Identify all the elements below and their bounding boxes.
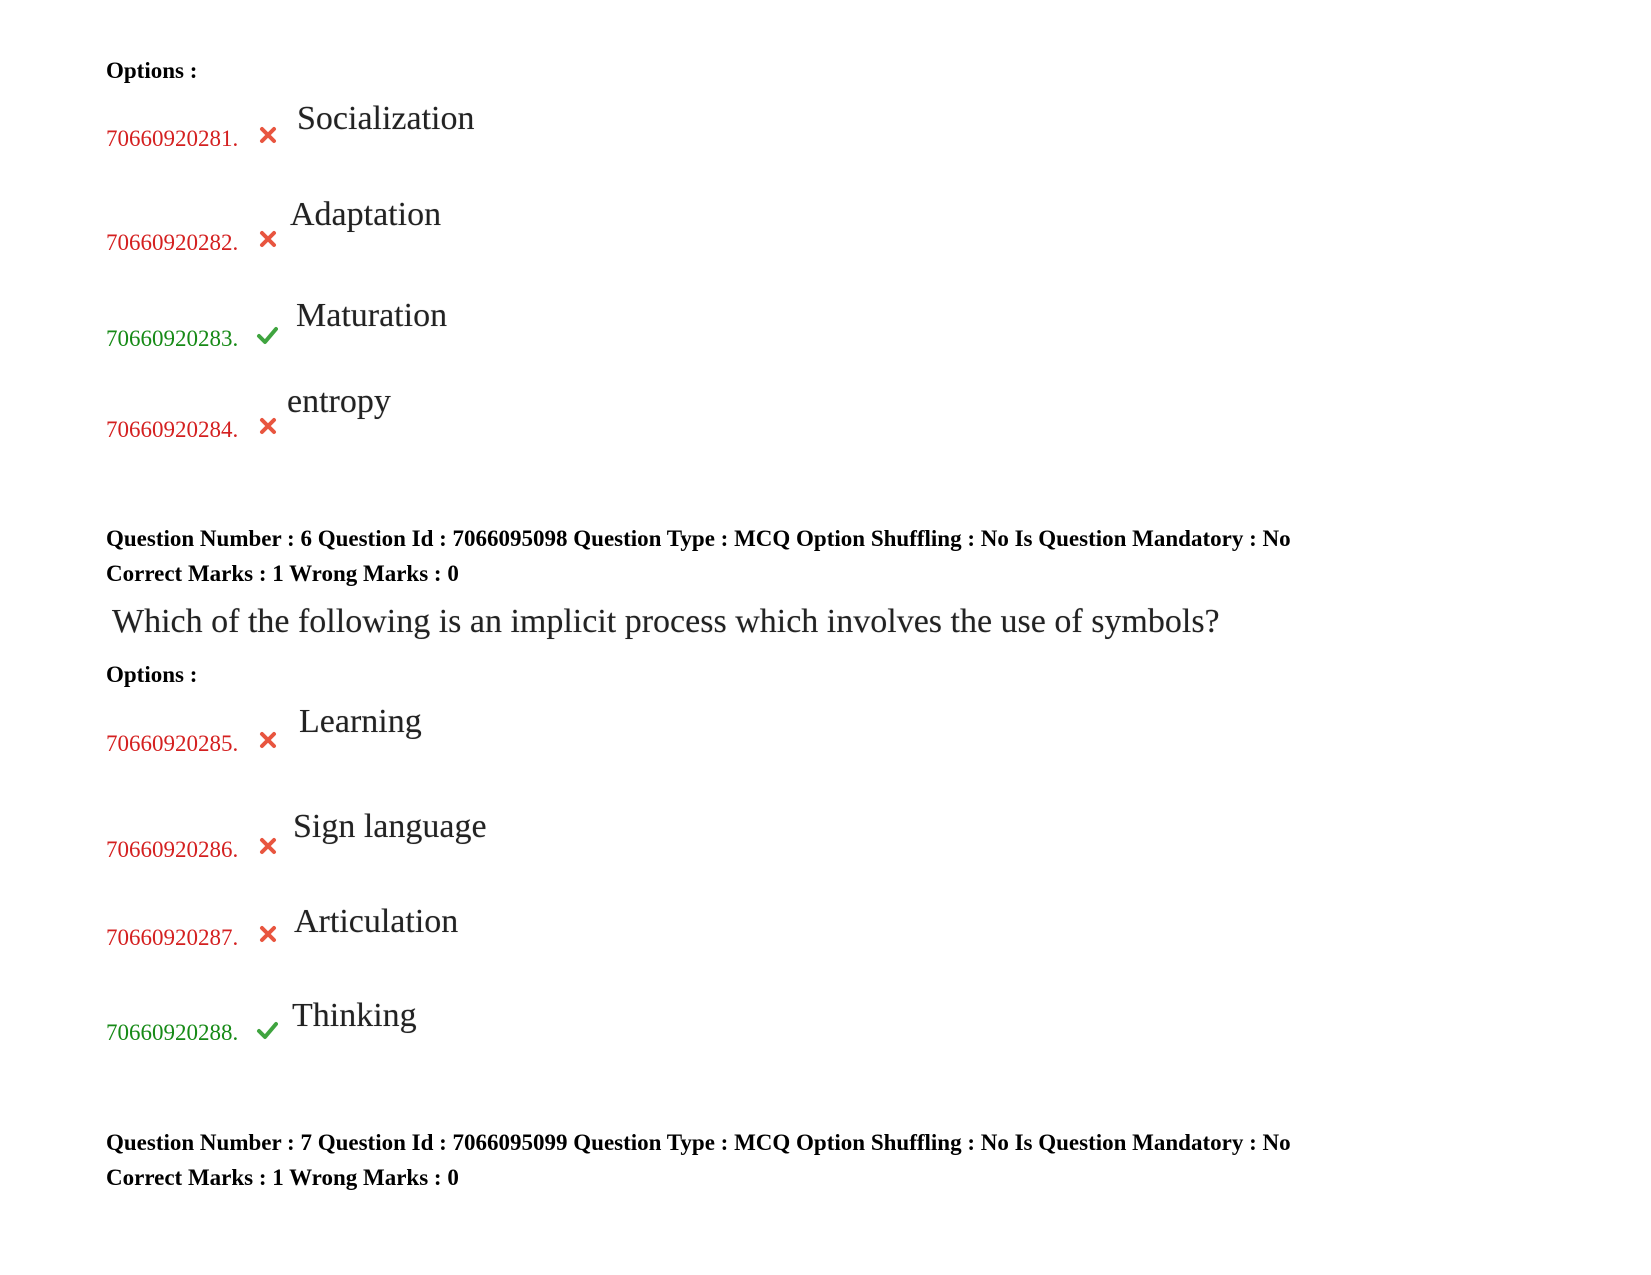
question-meta-line1: Question Number : 6 Question Id : 7066095098 Question Type : MCQ Option Shuffling : No Is Question Mandatory : No: [106, 526, 1291, 551]
option-id: 70660920285.: [106, 731, 239, 756]
options-label: Options :: [106, 662, 198, 687]
option-text: Adaptation: [290, 196, 442, 233]
option-id: 70660920283.: [106, 326, 239, 351]
option-id: 70660920281.: [106, 126, 239, 151]
cross-icon: [257, 729, 279, 751]
option-id: 70660920288.: [106, 1020, 239, 1045]
check-icon: [256, 1019, 278, 1041]
cross-icon: [257, 415, 279, 437]
question-meta-line2: Correct Marks : 1 Wrong Marks : 0: [106, 561, 459, 586]
option-id: 70660920282.: [106, 230, 239, 255]
option-text: Sign language: [293, 808, 487, 845]
question-meta-line1: Question Number : 7 Question Id : 7066095099 Question Type : MCQ Option Shuffling : No Is Question Mandatory : No: [106, 1130, 1291, 1155]
option-id: 70660920286.: [106, 837, 239, 862]
options-label: Options :: [106, 58, 198, 83]
check-icon: [256, 324, 278, 346]
option-text: Articulation: [294, 903, 459, 940]
option-text: entropy: [287, 383, 391, 420]
option-text: Socialization: [297, 100, 475, 137]
option-text: Learning: [299, 703, 422, 740]
option-text: Maturation: [296, 297, 448, 334]
option-text: Thinking: [292, 997, 417, 1034]
question-text: Which of the following is an implicit process which involves the use of symbols?: [112, 603, 1220, 640]
option-id: 70660920284.: [106, 417, 239, 442]
cross-icon: [257, 228, 279, 250]
option-id: 70660920287.: [106, 925, 239, 950]
cross-icon: [257, 835, 279, 857]
question-meta-line2: Correct Marks : 1 Wrong Marks : 0: [106, 1165, 459, 1190]
cross-icon: [257, 124, 279, 146]
cross-icon: [257, 923, 279, 945]
